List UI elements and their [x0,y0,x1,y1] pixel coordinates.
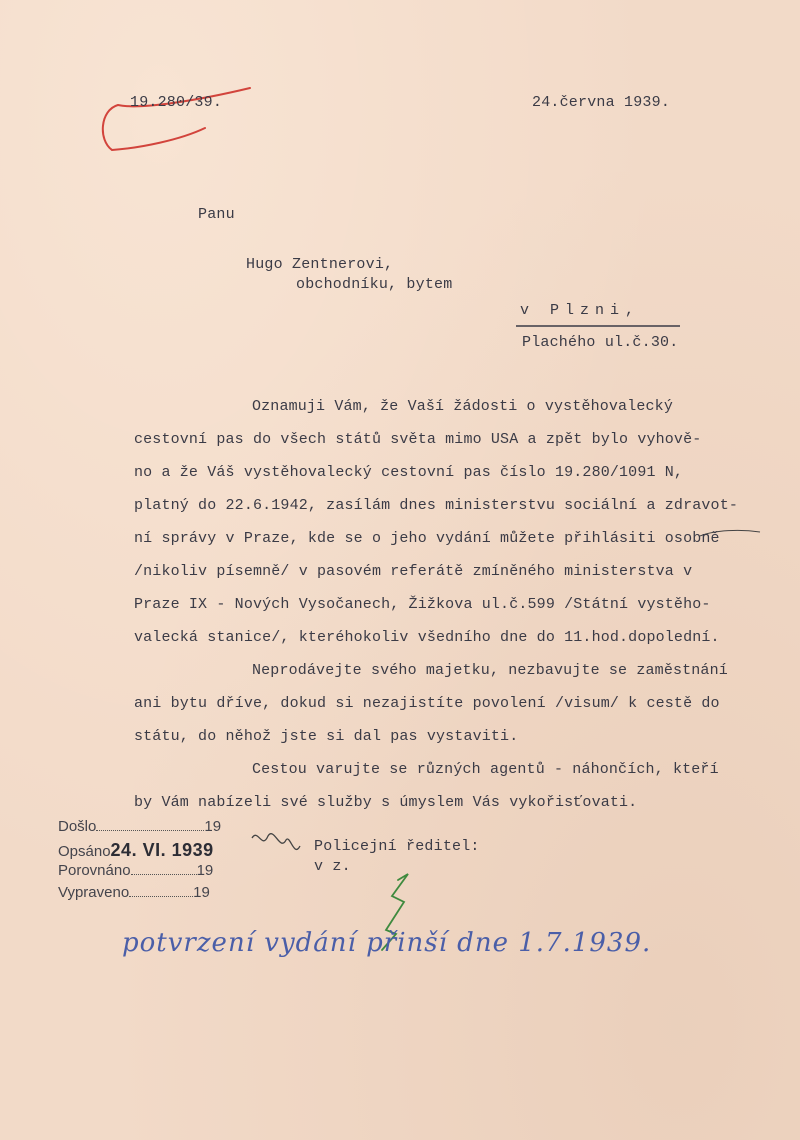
initials-scribble [252,834,300,850]
stamp-opsano-row [58,840,214,861]
body-line: Neprodávejte svého majetku, nezbavujte se zaměstnání [252,662,728,679]
stamp-vypraveno-row [58,884,210,901]
stamped-date: 24. VI. 1939 [110,840,214,860]
signature-title: Policejní ředitel: [314,838,480,855]
body-line: státu, do něhož jste si dal pas vystaviti. [134,728,519,745]
handwritten-note: potvrzení vydání přinší dne 1.7.1939. [122,928,652,958]
stamp-year: 19 [193,884,210,901]
stamp-vypraveno-label: Vypraveno [58,884,130,901]
body-line: no a že Váš vystěhovalecký cestovní pas číslo 19.280/1091 N, [134,464,684,481]
stamp-porovnano-label: Porovnáno [58,862,131,879]
reference-number: 19.280/39. [130,94,223,111]
recipient-street: Plachého ul.č.30. [522,334,679,351]
recipient-city: v Plzni, [520,302,641,319]
stamp-doslo-label: Došlo [58,818,97,835]
body-line: platný do 22.6.1942, zasílám dnes ministerstvu sociální a zdravot- [134,497,738,514]
body-line: ani bytu dříve, dokud si nezajistíte povolení /visum/ k cestě do [134,695,720,712]
recipient-occupation: obchodníku, bytem [296,276,453,293]
stamp-year: 19 [204,818,222,835]
stamp-porovnano-row [58,862,213,879]
recipient-name: Hugo Zentnerovi, [246,256,394,273]
body-line: cestovní pas do všech států světa mimo USA a zpět bylo vyhově- [134,431,702,448]
document-date: 24.června 1939. [532,94,671,111]
stamp-year: 19 [196,862,214,879]
body-line: Praze IX - Nových Vysočanech, Žižkova ul.č.599 /Státní vystěho- [134,596,711,613]
salutation: Panu [198,206,235,223]
stamp-opsano-label: Opsáno [58,843,111,860]
body-line: Oznamuji Vám, že Vaší žádosti o vystěhovalecký [252,398,673,415]
body-line: /nikoliv písemně/ v pasovém referátě zmíněného ministerstva v [134,563,693,580]
body-line: Cestou varujte se různých agentů - náhončích, kteří [252,761,719,778]
signature-vz: v z. [314,858,351,875]
body-line: by Vám nabízeli své služby s úmyslem Vás vykořisťovati. [134,794,638,811]
stamp-doslo-row [58,818,221,835]
body-line: ní správy v Praze, kde se o jeho vydání můžete přihlásiti osobně [134,530,720,547]
body-line: valecká stanice/, kteréhokoliv všedního dne do 11.hod.dopolední. [134,629,720,646]
